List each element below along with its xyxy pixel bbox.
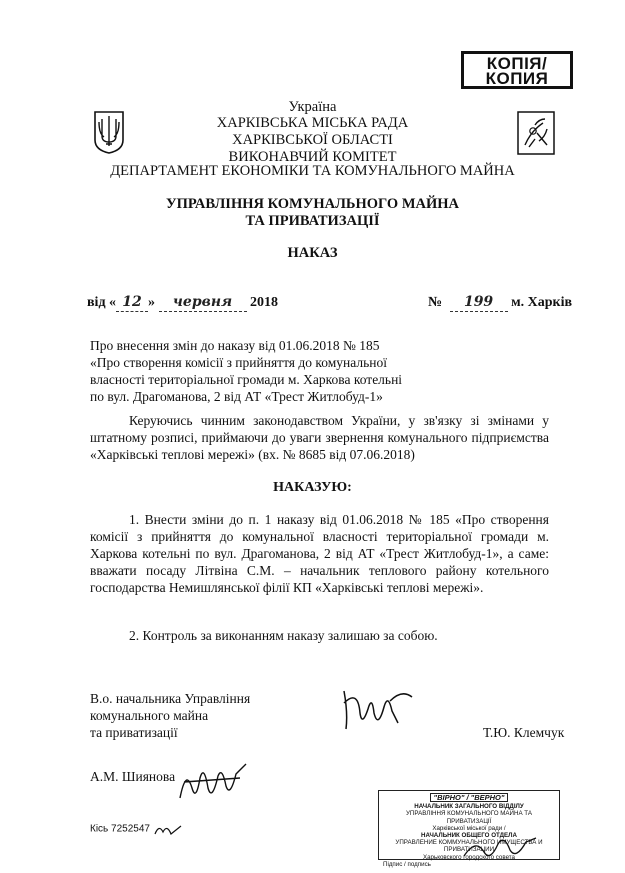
order-month: червня (159, 294, 247, 312)
subject-line: «Про створення комісії з прийняття до комунальної (90, 355, 387, 370)
preamble: Керуючись чинним законодавством України, у зв'язку зі змінами у штатному розписі, приймаючи до уваги звернення комунального підприємства «Харківські теплові мережі» (вх. № 8685 від 07.06.2018) (90, 413, 549, 462)
header-region: ХАРКІВСЬКОЇ ОБЛАСТІ (232, 132, 393, 148)
order-word: НАКАЗУЮ: (273, 480, 352, 495)
signatory-title (90, 690, 250, 741)
signatory-title-line1: В.о. начальника Управління (90, 691, 251, 706)
signatory-name: Т.Ю. Клемчук (483, 725, 565, 740)
order-item-1: 1. Внести зміни до п. 1 наказу від 01.06.2018 № 185 «Про створення комісії з прийняття до комунальної власності територіальної громади м. Харкова котельні по вул. Драгоманова, 2 від АТ «Трест Житлобуд-1», а саме: вважати посаду Літвіна С.М. – начальник теплового району котельного господарства Немишлянської філії КП «Харківські теплові мережі». (90, 512, 549, 595)
executor-note-text: Кісь 7252547 (90, 823, 150, 835)
header-council: ХАРКІВСЬКА МІСЬКА РАДА (216, 115, 409, 131)
date-prefix: від (87, 295, 106, 310)
subject-line: власності територіальної громади м. Харкова котельні (90, 372, 403, 387)
verify-stamp-line: НАЧАЛЬНИК ОБЩЕГО ОТДЕЛА (421, 832, 517, 840)
verify-signature-icon (460, 830, 540, 864)
executor-initials-icon (153, 822, 183, 836)
verify-stamp-line: УПРАВЛІННЯ КОМУНАЛЬНОГО МАЙНА ТА ПРИВАТИЗАЦІЇ (405, 810, 533, 825)
order-city: м. Харків (511, 295, 573, 310)
document-type: НАКАЗ (287, 245, 338, 261)
number-line (428, 294, 572, 312)
verify-stamp-line: Харківської міської ради / (432, 824, 506, 832)
approval-name: А.М. Шиянова (90, 769, 176, 784)
order-day: 12 (116, 294, 148, 312)
office-title-line1: УПРАВЛІННЯ КОМУНАЛЬНОГО МАЙНА (165, 196, 460, 212)
order-year: 2018 (250, 295, 279, 310)
header-country: Україна (288, 99, 337, 115)
date-line (87, 294, 278, 312)
number-sign: № (428, 295, 443, 310)
office-title-line2: ТА ПРИВАТИЗАЦІЇ (245, 213, 380, 229)
verify-stamp-line: УПРАВЛЕНИЕ КОММУНАЛЬНОГО ИМУЩЕСТВА И ПРИВАТИЗАЦИИ (395, 839, 543, 854)
quote-open: « (109, 295, 117, 310)
executor-note (90, 822, 183, 836)
subject-line: Про внесення змін до наказу від 01.06.2018 № 185 (90, 338, 380, 353)
quote-close: » (148, 295, 156, 310)
order-item-2: 2. Контроль за виконанням наказу залишаю за собою. (129, 628, 438, 643)
copy-stamp-line2: КОПИЯ (485, 69, 549, 88)
signatory-title-line3: та приватизації (90, 725, 178, 740)
signatory-title-line2: комунального майна (90, 708, 209, 723)
copy-stamp-line1: КОПІЯ/ (486, 54, 548, 73)
director-signature-icon (338, 683, 418, 735)
copy-stamp (461, 51, 573, 89)
verify-stamp-title: "ВІРНО" / "ВЕРНО" (430, 793, 509, 802)
header-committee: ВИКОНАВЧИЙ КОМІТЕТ (228, 149, 397, 165)
verify-stamp-sign: Підпис / подпись (383, 860, 431, 868)
order-subject (90, 337, 450, 405)
subject-line: по вул. Драгоманова, 2 від АТ «Трест Житлобуд-1» (90, 389, 383, 404)
order-number: 199 (450, 294, 508, 312)
verify-stamp-line: НАЧАЛЬНИК ЗАГАЛЬНОГО ВІДДІЛУ (414, 803, 524, 811)
approval-signature-icon (176, 758, 250, 806)
verify-stamp-line: Харьковского городского совета (422, 853, 516, 861)
header-department: ДЕПАРТАМЕНТ ЕКОНОМІКИ ТА КОМУНАЛЬНОГО МАЙНА (110, 163, 515, 179)
